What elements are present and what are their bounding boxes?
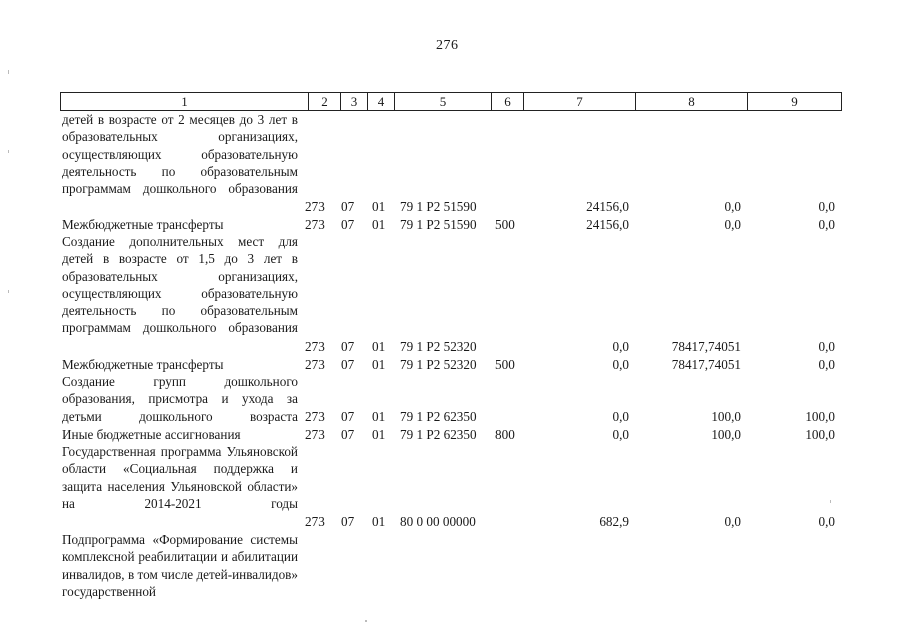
cell-col-2: 273	[305, 357, 325, 372]
cell-col-4: 01	[372, 427, 386, 442]
cell-col-6: 500	[495, 217, 515, 232]
header-col-9: 9	[791, 94, 798, 109]
cell-col-5: 79 1 Р2 51590	[400, 217, 477, 232]
cell-col-2: 273	[305, 409, 325, 424]
table-row	[0, 216, 905, 234]
cell-col-5: 79 1 Р2 62350	[400, 409, 477, 424]
cell-col-4: 01	[372, 357, 386, 372]
table-row	[0, 233, 905, 355]
row-description: Иные бюджетные ассигнования	[62, 427, 241, 442]
cell-col-8: 100,0	[711, 409, 741, 424]
cell-col-4: 01	[372, 339, 386, 354]
cell-col-2: 273	[305, 339, 325, 354]
cell-col-6: 800	[495, 427, 515, 442]
cell-col-3: 07	[341, 409, 355, 424]
cell-col-3: 07	[341, 514, 355, 529]
header-col-4: 4	[368, 93, 395, 110]
cell-col-9: 0,0	[818, 514, 835, 529]
cell-col-9: 100,0	[805, 427, 835, 442]
scan-speck	[8, 150, 9, 153]
cell-col-3: 07	[341, 199, 355, 214]
scan-speck	[8, 290, 9, 293]
row-description: Межбюджетные трансферты	[62, 357, 224, 372]
cell-col-7: 0,0	[612, 339, 629, 354]
cell-col-9: 100,0	[805, 409, 835, 424]
header-col-1: 1	[61, 93, 309, 110]
page-number: 276	[436, 38, 459, 53]
cell-col-8: 0,0	[724, 199, 741, 214]
table-row	[0, 531, 905, 601]
row-description: Создание групп дошкольного образования, присмотра и ухода за детьми дошкольного возраста	[62, 374, 298, 424]
cell-col-5: 79 1 Р2 62350	[400, 427, 477, 442]
cell-col-7: 24156,0	[586, 217, 629, 232]
row-description: Подпрограмма «Формирование системы комплексной реабилитации и абилитации инвалидов, в том числе детей-инвалидов» государственной	[62, 532, 298, 599]
cell-col-2: 273	[305, 217, 325, 232]
row-description: Создание дополнительных мест для детей в возрасте от 1,5 до 3 лет в образовательных организациях, осуществляющих образовательную деятельность по образовательным программам дошкольного образования	[62, 234, 298, 336]
cell-col-9: 0,0	[818, 357, 835, 372]
cell-col-5: 79 1 Р2 51590	[400, 199, 477, 214]
header-col-6: 6	[492, 93, 524, 110]
cell-col-5: 79 1 Р2 52320	[400, 339, 477, 354]
cell-col-7: 0,0	[612, 409, 629, 424]
cell-col-7: 682,9	[599, 514, 629, 529]
row-description: Межбюджетные трансферты	[62, 217, 224, 232]
cell-col-9: 0,0	[818, 339, 835, 354]
cell-col-8: 100,0	[711, 427, 741, 442]
cell-col-5: 79 1 Р2 52320	[400, 357, 477, 372]
cell-col-8: 78417,74051	[671, 339, 741, 354]
header-col-8: 8	[636, 93, 748, 110]
cell-col-7: 0,0	[612, 357, 629, 372]
table-row	[0, 426, 905, 444]
cell-col-3: 07	[341, 339, 355, 354]
table-row	[0, 111, 905, 215]
scan-speck	[830, 500, 831, 503]
header-col-2: 2	[309, 93, 341, 110]
scan-speck	[8, 70, 9, 74]
cell-col-8: 78417,74051	[671, 357, 741, 372]
cell-col-4: 01	[372, 199, 386, 214]
cell-col-4: 01	[372, 217, 386, 232]
cell-col-3: 07	[341, 427, 355, 442]
cell-col-2: 273	[305, 199, 325, 214]
cell-col-7: 24156,0	[586, 199, 629, 214]
table-row	[0, 373, 905, 425]
header-col-3: 3	[341, 93, 368, 110]
cell-col-8: 0,0	[724, 217, 741, 232]
cell-col-2: 273	[305, 514, 325, 529]
row-description: детей в возрасте от 2 месяцев до 3 лет в образовательных организациях, осуществляющих образовательную деятельность по образовательным программам дошкольного образования	[62, 112, 298, 197]
cell-col-9: 0,0	[818, 217, 835, 232]
cell-col-8: 0,0	[724, 514, 741, 529]
cell-col-4: 01	[372, 514, 386, 529]
cell-col-7: 0,0	[612, 427, 629, 442]
table-row	[0, 356, 905, 374]
header-col-7: 7	[524, 93, 636, 110]
header-col-5: 5	[395, 93, 492, 110]
cell-col-4: 01	[372, 409, 386, 424]
cell-col-9: 0,0	[818, 199, 835, 214]
cell-col-3: 07	[341, 357, 355, 372]
cell-col-2: 273	[305, 427, 325, 442]
scan-speck	[365, 620, 367, 622]
cell-col-6: 500	[495, 357, 515, 372]
row-description: Государственная программа Ульяновской области «Социальная поддержка и защита населения Ульяновской области» на 2014-2021 годы	[62, 444, 298, 511]
table-row	[0, 443, 905, 530]
cell-col-5: 80 0 00 00000	[400, 514, 476, 529]
table-header	[60, 92, 842, 111]
cell-col-3: 07	[341, 217, 355, 232]
